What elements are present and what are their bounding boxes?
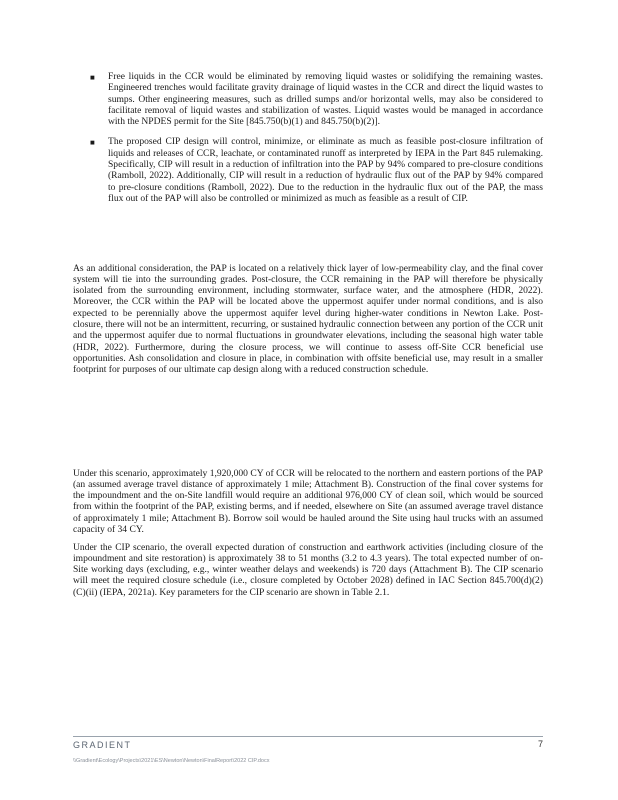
paragraph-cip-duration: Under the CIP scenario, the overall expected duration of construction and earthwork activities (including closure of the impoundment and site restoration) is approximately 38 to 51 months (3.2 to 4.3 years). The total expected number of on-Site working days (excluding, e.g., winter weather delays and weekends) is 720 days (Attachment B). The CIP scenario will meet the required closure schedule (i.e., closure completed by October 2028) defined in IAC Section 845.700(d)(2)(C)(ii) (IEPA, 2021a). Key parameters for the CIP scenario are shown in Table 2.1.: [73, 541, 543, 598]
paragraph-scenario-volumes: Under this scenario, approximately 1,920,000 CY of CCR will be relocated to the northern and eastern portions of the PAP (an assumed average travel distance of approximately 1 mile; Attachment B). Construction of the final cover systems for the impoundment and the on-Site landfill would require an additional 976,000 CY of clean soil, which would be sourced from within the footprint of the PAP, existing berms, and if needed, elsewhere on Site (an assumed average travel distance of approximately 1 mile; Attachment B). Borrow soil would be hauled around the Site using haul trucks with an assumed capacity of 34 CY.: [73, 467, 543, 536]
page-number: 7: [537, 739, 543, 749]
footer-file-path: \\Gradient\Ecology\Projects\2021\ES\Newton\Newton\FinalReport\2022 CIP.docx: [73, 758, 270, 764]
bullet-list: [88, 71, 543, 213]
bullet-text: Free liquids in the CCR would be eliminated by removing liquid wastes or solidifying the remaining wastes. Engineered trenches would facilitate gravity drainage of liquid wastes in the CCR and direct the liquid wastes to sumps. Other engineering measures, such as drilled sumps and/or horizontal wells, may also be considered to facilitate removal of liquid wastes and stabilization of wastes. Liquid wastes would be managed in accordance with the NPDES permit for the Site [845.750(b)(1) and 845.750(b)(2)].: [108, 71, 543, 128]
list-item: [88, 136, 543, 204]
bullet-text: The proposed CIP design will control, minimize, or eliminate as much as feasible post-closure infiltration of liquids and releases of CCR, leachate, or contaminated runoff as interpreted by IEPA in the Part 845 rulemaking. Specifically, CIP will result in a reduction of infiltration into the PAP by 94% compared to pre-closure conditions (Ramboll, 2022). Additionally, CIP will result in a reduction of hydraulic flux out of the PAP by 94% compared to pre-closure conditions (Ramboll, 2022). Due to the reduction in the hydraulic flux out of the PAP, the mass flux out of the PAP will also be controlled or minimized as much as feasible as a result of CIP.: [108, 136, 543, 204]
paragraph-additional-consideration: As an additional consideration, the PAP is located on a relatively thick layer of low-permeability clay, and the final cover system will tie into the surrounding grades. Post-closure, the CCR remaining in the PAP will therefore be physically isolated from the surrounding environment, including stormwater, surface water, and the atmosphere (HDR, 2022). Moreover, the CCR within the PAP will be located above the uppermost aquifer under normal conditions, and is also expected to be perennially above the uppermost aquifer level during higher-water conditions in Newton Lake. Post-closure, there will not be an intermittent, recurring, or sustained hydraulic connection between any portion of the CCR unit and the uppermost aquifer due to normal fluctuations in groundwater elevations, including the seasonal high water table (HDR, 2022). Furthermore, during the closure process, we will continue to assess off-Site CCR beneficial use opportunities. Ash consolidation and closure in place, in combination with offsite beneficial use, may result in a smaller footprint for purposes of our ultimate cap design along with a reduced construction schedule.: [73, 262, 543, 376]
footer-divider: [73, 736, 543, 737]
list-item: [88, 71, 543, 127]
footer-brand-logo: GRADIENT: [73, 740, 132, 750]
square-bullet-icon: ■: [90, 73, 95, 82]
square-bullet-icon: ■: [90, 138, 95, 148]
